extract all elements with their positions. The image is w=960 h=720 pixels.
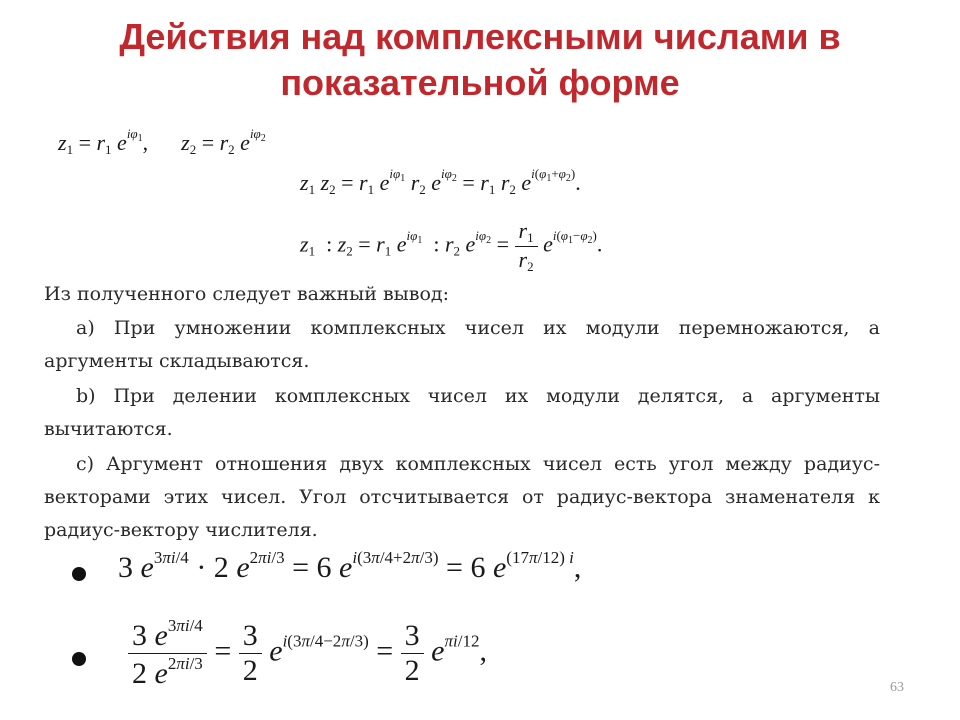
example-product: 3 $e^{3\pi i/4} \cdot 2$ $e^{2\pi i/3} = 6$ $e^{i(3\pi/4+2\pi/3)} = 6$ $e^{(17\pi/12) i}$,	[118, 548, 582, 584]
formula-definitions: $z_1 = r_1$ $e^{i\varphi_1}$, $z_2 = r_2$ $e^{i\varphi_2}$	[58, 126, 266, 157]
example-quotient: $\frac{3 e^{3\pi i/4}}{2 e^{2\pi i/3}}$ = $\frac{3}{2}$ $e^{i(3\pi/4-2\pi/3)}$ = $\frac{3}{2}$ $e^{\pi i/12}$,	[128, 616, 487, 691]
bullet-icon	[72, 567, 86, 581]
title-line-2: показательной форме	[280, 62, 680, 103]
formula-quotient: $z_1$ : $z_2 = r_1$ $e^{i\varphi_1}$ : $r_2$ $e^{i\varphi_2}$ = $\frac{r_1}{r_2}$ $e^{i(\varphi_1-\varphi_2)}$.	[300, 218, 603, 274]
paragraph-b: b) При делении комплексных чисел их модули делятся, а аргументы вычитаются.	[44, 385, 880, 440]
formula-product: $z_1$ $z_2 = r_1$ $e^{i\varphi_1}$ $r_2$ $e^{i\varphi_2} = r_1$ $r_2$ $e^{i(\varphi_1+\varphi_2)}$.	[300, 166, 581, 197]
slide-title	[0, 14, 960, 106]
paragraph-c: c) Аргумент отношения двух комплексных чисел есть угол между радиус-векторами этих чисел. Угол отсчитывается от радиус-вектора знаменателя к радиус-вектору числителя.	[44, 453, 880, 541]
title-line-1: Действия над комплексными числами в	[119, 16, 841, 57]
paragraph-intro: Из полученного следует важный вывод:	[44, 283, 450, 305]
bullet-icon	[72, 652, 86, 666]
page-number: 63	[890, 680, 904, 695]
paragraph-a: a) При умножении комплексных чисел их модули перемножаются, а аргументы складываются.	[44, 317, 880, 372]
